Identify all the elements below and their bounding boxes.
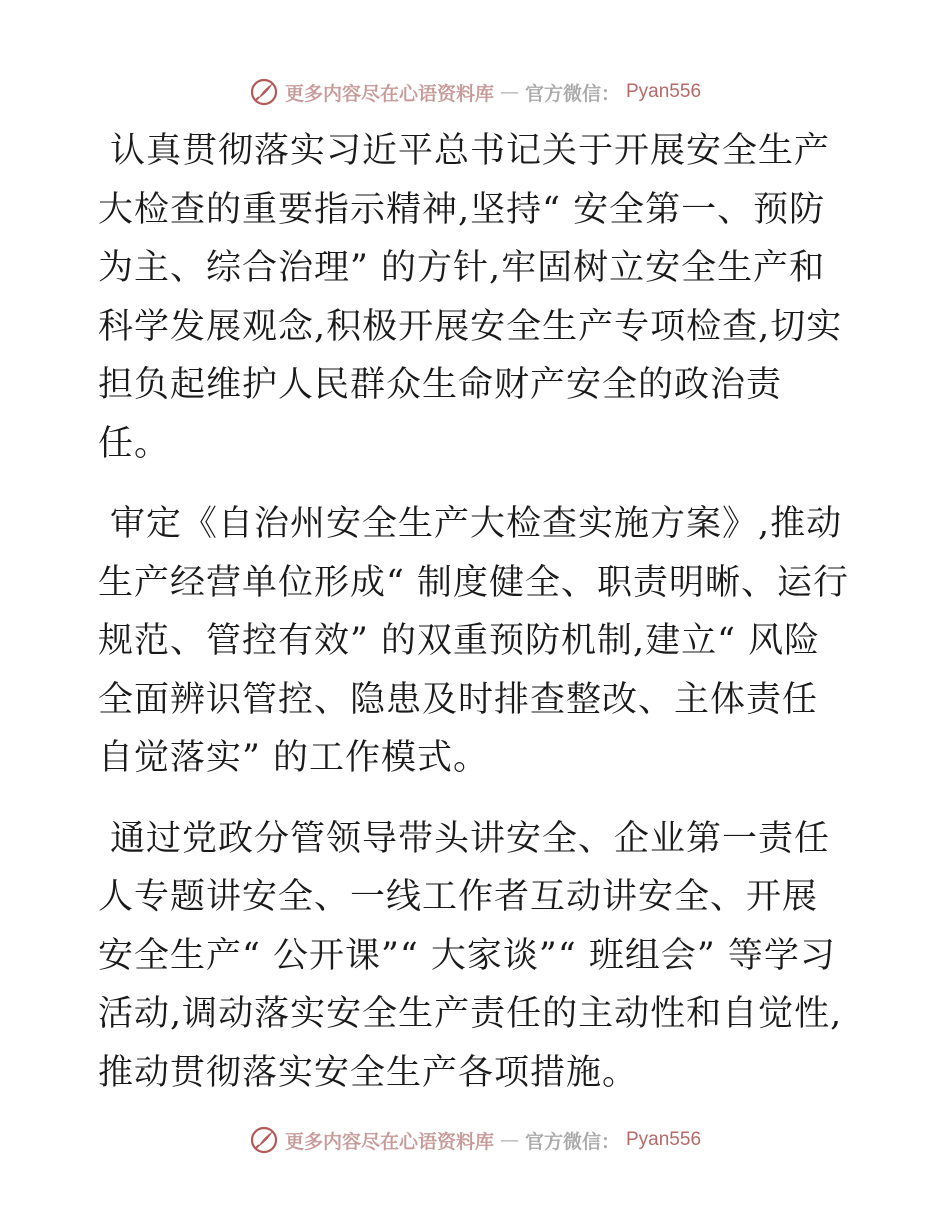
footer-site-name: 更多内容尽在心语资料库 (284, 1130, 494, 1153)
header-wechat-id: Pyan556 (626, 81, 702, 102)
header-wechat-label: 官方微信： (524, 82, 620, 105)
footer-wechat-id: Pyan556 (626, 1129, 702, 1150)
paragraph-2: 审定《自治州安全生产大检查实施方案》,推动生产经营单位形成“ 制度健全、职责明晰、运行规范、管控有效” 的双重预防机制,建立“ 风险全面辨识管控、隐患及时排查整改、主体责任自觉落实” 的工作模式。 (98, 504, 850, 778)
paragraph-3: 通过党政分管领导带头讲安全、企业第一责任人专题讲安全、一线工作者互动讲安全、开展安全生产“ 公开课”“ 大家谈”“ 班组会” 等学习活动,调动落实安全生产责任的主动性和自觉性,推动贯彻落实安全生产各项措施。 (98, 818, 843, 1093)
footer-wechat-label: 官方微信： (524, 1130, 620, 1153)
header-site-name: 更多内容尽在心语资料库 (284, 82, 494, 105)
header-watermark (0, 72, 950, 112)
footer-separator: — (499, 1129, 519, 1151)
header-separator: — (499, 81, 519, 103)
document-body (98, 122, 850, 1124)
feather-pen-logo-icon (249, 1125, 279, 1155)
paragraph-1: 认真贯彻落实习近平总书记关于开展安全生产大检查的重要指示精神,坚持“ 安全第一、预防为主、综合治理” 的方针,牢固树立安全生产和科学发展观念,积极开展安全生产专项检查,切实担负起维护人民群众生命财产安全的政治责任。 (98, 131, 843, 464)
footer-watermark (0, 1120, 950, 1160)
feather-pen-logo-icon (249, 77, 279, 107)
